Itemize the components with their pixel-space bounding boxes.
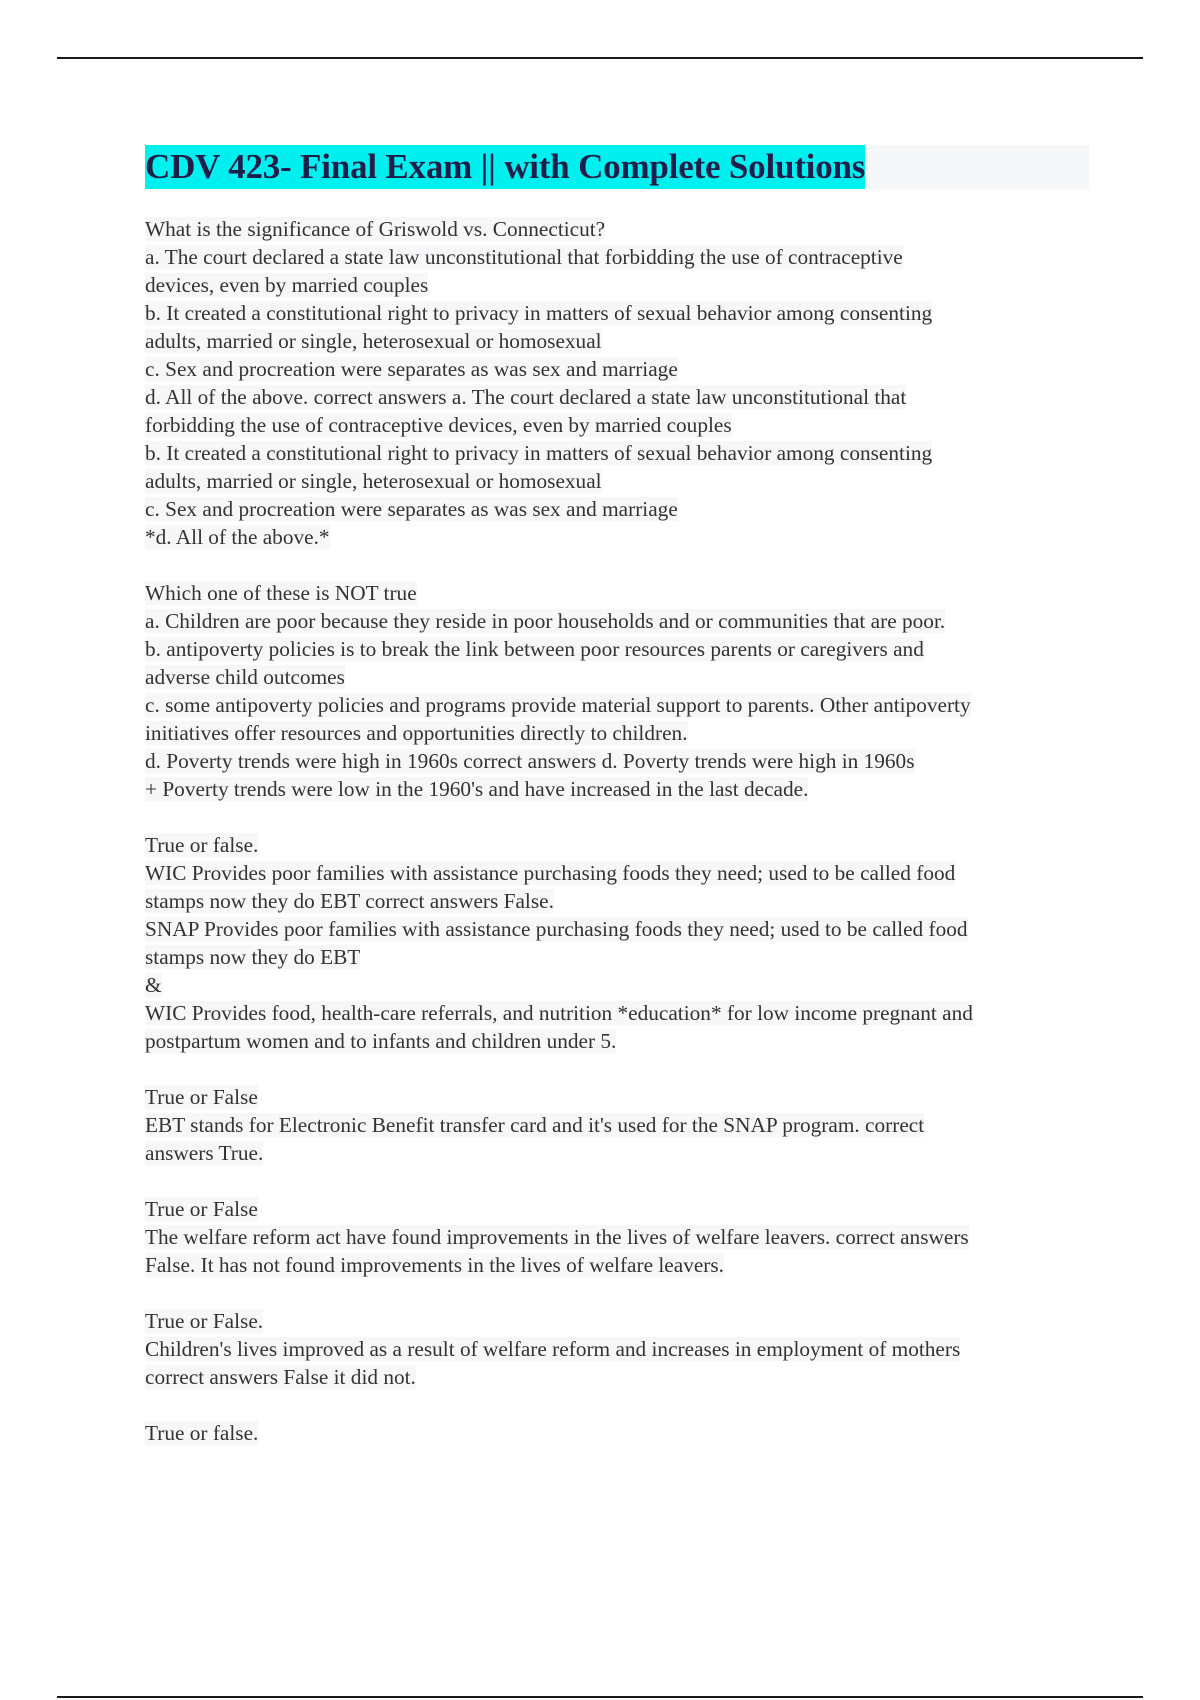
- question-block: [145, 579, 1090, 803]
- answer-line: [145, 691, 1090, 719]
- answer-line: [145, 971, 1090, 999]
- line-text: The welfare reform act have found improvements in the lives of welfare leavers. correct answers: [145, 1225, 969, 1249]
- line-text: c. some antipoverty policies and programs provide material support to parents. Other antipoverty: [145, 693, 971, 717]
- answer-line: [145, 859, 1090, 887]
- answer-line: [145, 439, 1090, 467]
- question-text: [145, 1419, 1090, 1447]
- answer-line: [145, 1335, 1090, 1363]
- answer-line: [145, 1223, 1090, 1251]
- page-content: [145, 145, 1090, 1475]
- answer-line: [145, 1363, 1090, 1391]
- answer-line: [145, 887, 1090, 915]
- answer-line: [145, 495, 1090, 523]
- line-text: True or false.: [145, 833, 259, 857]
- question-text: [145, 831, 1090, 859]
- line-text: + Poverty trends were low in the 1960's and have increased in the last decade.: [145, 777, 809, 801]
- title-band: [145, 145, 1089, 189]
- answer-line: [145, 943, 1090, 971]
- line-text: True or false.: [145, 1421, 259, 1445]
- question-block: [145, 215, 1090, 551]
- question-block: [145, 1083, 1090, 1167]
- answer-line: [145, 355, 1090, 383]
- line-text: b. It created a constitutional right to privacy in matters of sexual behavior among consenting: [145, 301, 933, 325]
- answer-line: [145, 775, 1090, 803]
- line-text: EBT stands for Electronic Benefit transfer card and it's used for the SNAP program. correct: [145, 1113, 925, 1137]
- line-text: initiatives offer resources and opportunities directly to children.: [145, 721, 688, 745]
- line-text: adults, married or single, heterosexual or homosexual: [145, 469, 602, 493]
- question-list: [145, 215, 1090, 1447]
- line-text: a. Children are poor because they reside in poor households and or communities that are poor.: [145, 609, 946, 633]
- line-text: &: [145, 973, 162, 997]
- answer-line: [145, 383, 1090, 411]
- line-text: answers True.: [145, 1141, 264, 1165]
- answer-line: [145, 1111, 1090, 1139]
- line-text: postpartum women and to infants and children under 5.: [145, 1029, 617, 1053]
- question-block: [145, 1419, 1090, 1447]
- line-text: True or False: [145, 1197, 258, 1221]
- answer-line: [145, 411, 1090, 439]
- line-text: WIC Provides food, health-care referrals, and nutrition *education* for low income pregnant and: [145, 1001, 973, 1025]
- line-text: c. Sex and procreation were separates as was sex and marriage: [145, 357, 678, 381]
- line-text: adults, married or single, heterosexual or homosexual: [145, 329, 602, 353]
- answer-line: [145, 1251, 1090, 1279]
- answer-line: [145, 299, 1090, 327]
- answer-line: [145, 271, 1090, 299]
- answer-line: [145, 243, 1090, 271]
- line-text: False. It has not found improvements in the lives of welfare leavers.: [145, 1253, 724, 1277]
- line-text: Which one of these is NOT true: [145, 581, 417, 605]
- line-text: c. Sex and procreation were separates as was sex and marriage: [145, 497, 678, 521]
- line-text: forbidding the use of contraceptive devices, even by married couples: [145, 413, 732, 437]
- line-text: What is the significance of Griswold vs. Connecticut?: [145, 217, 606, 241]
- line-text: d. All of the above. correct answers a. The court declared a state law unconstitutional that: [145, 385, 907, 409]
- footer-rule: [57, 1696, 1143, 1698]
- line-text: correct answers False it did not.: [145, 1365, 416, 1389]
- line-text: d. Poverty trends were high in 1960s correct answers d. Poverty trends were high in 1960s: [145, 749, 915, 773]
- answer-line: [145, 467, 1090, 495]
- question-block: [145, 831, 1090, 1055]
- answer-line: [145, 523, 1090, 551]
- answer-line: [145, 663, 1090, 691]
- line-text: devices, even by married couples: [145, 273, 429, 297]
- line-text: stamps now they do EBT: [145, 945, 361, 969]
- answer-line: [145, 607, 1090, 635]
- line-text: a. The court declared a state law unconstitutional that forbidding the use of contraceptive: [145, 245, 903, 269]
- line-text: stamps now they do EBT correct answers False.: [145, 889, 554, 913]
- answer-line: [145, 635, 1090, 663]
- answer-line: [145, 915, 1090, 943]
- document-title: CDV 423- Final Exam || with Complete Solutions: [145, 145, 865, 189]
- line-text: WIC Provides poor families with assistance purchasing foods they need; used to be called food: [145, 861, 956, 885]
- question-text: [145, 215, 1090, 243]
- header-rule: [57, 57, 1143, 59]
- question-text: [145, 1083, 1090, 1111]
- question-text: [145, 1195, 1090, 1223]
- answer-line: [145, 999, 1090, 1027]
- line-text: b. It created a constitutional right to privacy in matters of sexual behavior among consenting: [145, 441, 933, 465]
- question-text: [145, 579, 1090, 607]
- question-block: [145, 1195, 1090, 1279]
- line-text: *d. All of the above.*: [145, 525, 330, 549]
- line-text: SNAP Provides poor families with assistance purchasing foods they need; used to be called food: [145, 917, 968, 941]
- answer-line: [145, 747, 1090, 775]
- answer-line: [145, 1027, 1090, 1055]
- question-block: [145, 1307, 1090, 1391]
- answer-line: [145, 1139, 1090, 1167]
- line-text: Children's lives improved as a result of welfare reform and increases in employment of mothers: [145, 1337, 961, 1361]
- line-text: adverse child outcomes: [145, 665, 345, 689]
- answer-line: [145, 327, 1090, 355]
- line-text: b. antipoverty policies is to break the link between poor resources parents or caregivers and: [145, 637, 924, 661]
- line-text: True or False.: [145, 1309, 264, 1333]
- question-text: [145, 1307, 1090, 1335]
- answer-line: [145, 719, 1090, 747]
- line-text: True or False: [145, 1085, 258, 1109]
